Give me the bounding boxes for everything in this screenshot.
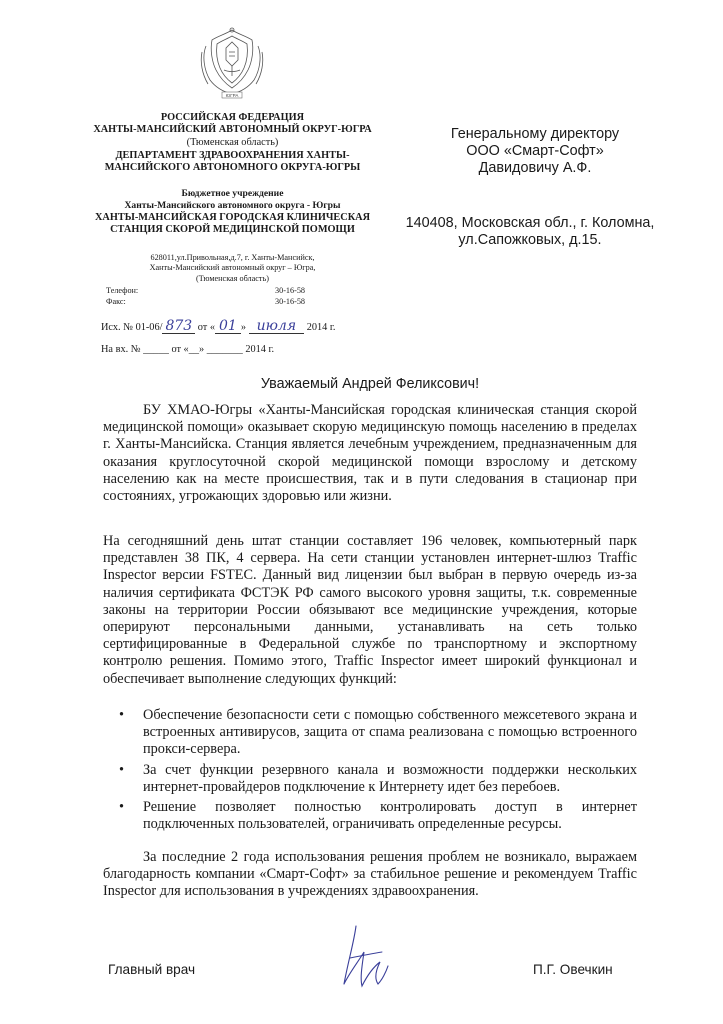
address-line-2: Ханты-Мансийский автономный округ – Югра, <box>149 263 316 273</box>
signatory-position: Главный врач <box>108 962 196 977</box>
outgoing-prefix: Исх. № 01-06/ <box>101 322 163 333</box>
org-type: Бюджетное учреждение <box>181 188 284 199</box>
emblem-label: ЮГРА <box>225 93 239 98</box>
fax-label: Факс: <box>106 297 126 306</box>
list-item <box>119 707 637 759</box>
phone-row <box>106 286 316 296</box>
incoming-reference: На вх. № _____ от «__» _______ 2014 г. <box>101 344 275 355</box>
signatory-name: П.Г. Овечкин <box>533 962 613 977</box>
org-address <box>60 253 405 284</box>
phone-label: Телефон: <box>106 286 139 295</box>
paragraph-2: На сегодняшний день штат станции составляет 196 человек, компьютерный парк представлен 38 ПК, 4 сервера. На сети станции установлен интернет-шлюз Traffic Inspector версии FSTEC. Данный вид лицензии был выбран в первую очередь из-за наличия сертификата ФСТЭК РФ самого высокого уровня защиты, т.к. современные законы на территории России обязывают все медицинские учреждения, которые оперируют персональными данными, устанавливать на сеть только сертифицированные в Федеральной службе по транспортному и экспортному контролю решения. Помимо этого, Traffic Inspector имеет широкий функционал и обеспечивает выполнение следующих функций: <box>103 533 637 687</box>
phone-value: 30-16-58 <box>275 286 306 295</box>
list-item-text: Решение позволяет полностью контролировать доступ в интернет подключенных пользователей, ограничивать определенные ресурсы. <box>143 799 637 833</box>
address-line-1: 628011,ул.Привольная,д.7, г. Ханты-Мансийск, <box>150 253 315 262</box>
department-line-2: МАНСИЙСКОГО АВТОНОМНОГО ОКРУГА-ЮГРЫ <box>104 162 361 174</box>
org-line-2: СТАНЦИЯ СКОРОЙ МЕДИЦИНСКОЙ ПОМОЩИ <box>110 224 355 236</box>
paragraph-3: За последние 2 года использования решения проблем не возникало, выражаем благодарность компании «Смарт-Софт» за стабильное решение и рекомендуем Traffic Inspector для использования в учреждениях здравоохранения. <box>103 849 637 900</box>
list-item-text: Обеспечение безопасности сети с помощью собственного межсетевого экрана и встроенных антивирусов, защита от спама реализована с помощью встроенного прокси-сервера. <box>143 707 637 758</box>
fax-value: 30-16-58 <box>275 297 306 306</box>
outgoing-reference <box>101 318 336 334</box>
list-item-text: За счет функции резервного канала и возможности поддержки нескольких интернет-провайдеров подключение к Интернету идет без перебоев. <box>143 761 637 795</box>
department-name <box>60 150 405 175</box>
addressee-company: ООО «Смарт-Софт» <box>466 143 604 159</box>
bullet-icon: • <box>119 761 125 778</box>
functions-list <box>119 707 637 836</box>
outgoing-mid: » <box>240 322 246 333</box>
bullet-icon: • <box>119 707 125 723</box>
addressee-name: Давидовичу А.Ф. <box>478 160 592 176</box>
handwritten-signature <box>336 922 392 992</box>
outgoing-number: 873 <box>165 318 193 334</box>
organization-name <box>60 212 405 237</box>
paragraph-1: БУ ХМАО-Югры «Ханты-Мансийская городская клиническая станция скорой медицинской помощи» оказывает скорую медицинскую помощь населению в пределах г. Ханты-Мансийска. Станция является лечебным учреждением, предназначенным для оказания круглосуточной скорой медицинской помощи взрослому и детскому населению как на месте происшествия, так и в пути следования в стационар при состояниях, угрожающих здоровью или жизни. <box>103 402 637 505</box>
addressee-position: Генеральному директору <box>450 126 620 142</box>
coat-of-arms-emblem <box>196 26 268 100</box>
department-line-1: ДЕПАРТАМЕНТ ЗДРАВООХРАНЕНИЯ ХАНТЫ- <box>115 150 350 161</box>
outgoing-day: 01 <box>219 318 237 334</box>
outgoing-from: от « <box>197 322 216 333</box>
addressee <box>420 126 650 177</box>
region-line: ХАНТЫ-МАНСИЙСКИЙ АВТОНОМНЫЙ ОКРУГ-ЮГРА <box>93 124 372 136</box>
outgoing-year: 2014 г. <box>306 322 336 333</box>
addressee-address <box>395 215 665 249</box>
letterhead-title <box>60 112 405 137</box>
list-item <box>119 762 637 796</box>
list-item <box>119 799 637 833</box>
org-line-1: ХАНТЫ-МАНСИЙСКАЯ ГОРОДСКАЯ КЛИНИЧЕСКАЯ <box>94 212 371 223</box>
outgoing-month: июля <box>256 318 297 334</box>
bullet-icon: • <box>119 799 125 816</box>
address-line-3: (Тюменская область) <box>196 273 269 283</box>
org-sub: Ханты-Мансийского автономного округа - Югры <box>124 200 341 211</box>
addressee-address-line-2: ул.Сапожковых, д.15. <box>458 232 602 248</box>
region-note: (Тюменская область) <box>186 137 279 148</box>
greeting: Уважаемый Андрей Феликсович! <box>260 376 480 392</box>
addressee-address-line-1: 140408, Московская обл., г. Коломна, <box>405 215 655 231</box>
country-line: РОССИЙСКАЯ ФЕДЕРАЦИЯ <box>160 112 305 123</box>
fax-row <box>106 297 316 307</box>
